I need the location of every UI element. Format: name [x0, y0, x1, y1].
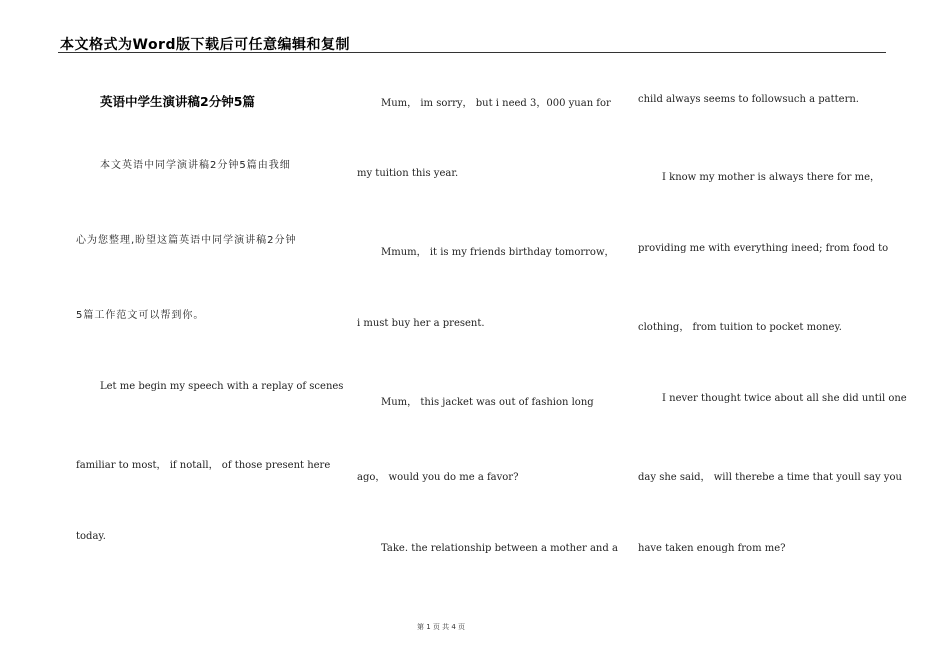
text-line: my tuition this year. [357, 168, 459, 179]
document-title: 英语中学生演讲稿2分钟5篇 [100, 94, 255, 109]
text-line: 心为您整理,盼望这篇英语中同学演讲稿2分钟 [76, 235, 297, 246]
text-line: clothing， from tuition to pocket money. [638, 322, 842, 333]
text-line: I never thought twice about all she did until one [662, 393, 907, 404]
text-line: have taken enough from me? [638, 543, 786, 554]
text-line: I know my mother is always there for me， [662, 172, 881, 183]
text-line: providing me with everything ineed; from food to [638, 243, 889, 254]
text-line: familiar to most， if notall， of those present here [76, 460, 331, 471]
document-header-title: 本文格式为Word版下载后可任意编辑和复制 [60, 37, 350, 53]
text-line: 本文英语中同学演讲稿2分钟5篇由我细 [100, 160, 291, 171]
text-line: Mum， this jacket was out of fashion long [381, 397, 594, 408]
page-number-footer: 第 1 页 共 4 页 [416, 623, 466, 631]
text-line: day she said， will therebe a time that youll say you [638, 472, 902, 483]
text-line: Mum， im sorry， but i need 3，000 yuan for [381, 98, 611, 109]
text-line: today. [76, 531, 106, 542]
text-line: 5篇工作范文可以帮到你。 [76, 310, 205, 321]
text-line: ago， would you do me a favor? [357, 472, 519, 483]
header-divider [58, 52, 886, 53]
text-line: i must buy her a present. [357, 318, 485, 329]
text-line: Take. the relationship between a mother and a [381, 543, 618, 554]
text-line: child always seems to followsuch a pattern. [638, 94, 859, 105]
text-line: Let me begin my speech with a replay of scenes [100, 381, 344, 392]
text-line: Mmum， it is my friends birthday tomorrow， [381, 247, 615, 258]
